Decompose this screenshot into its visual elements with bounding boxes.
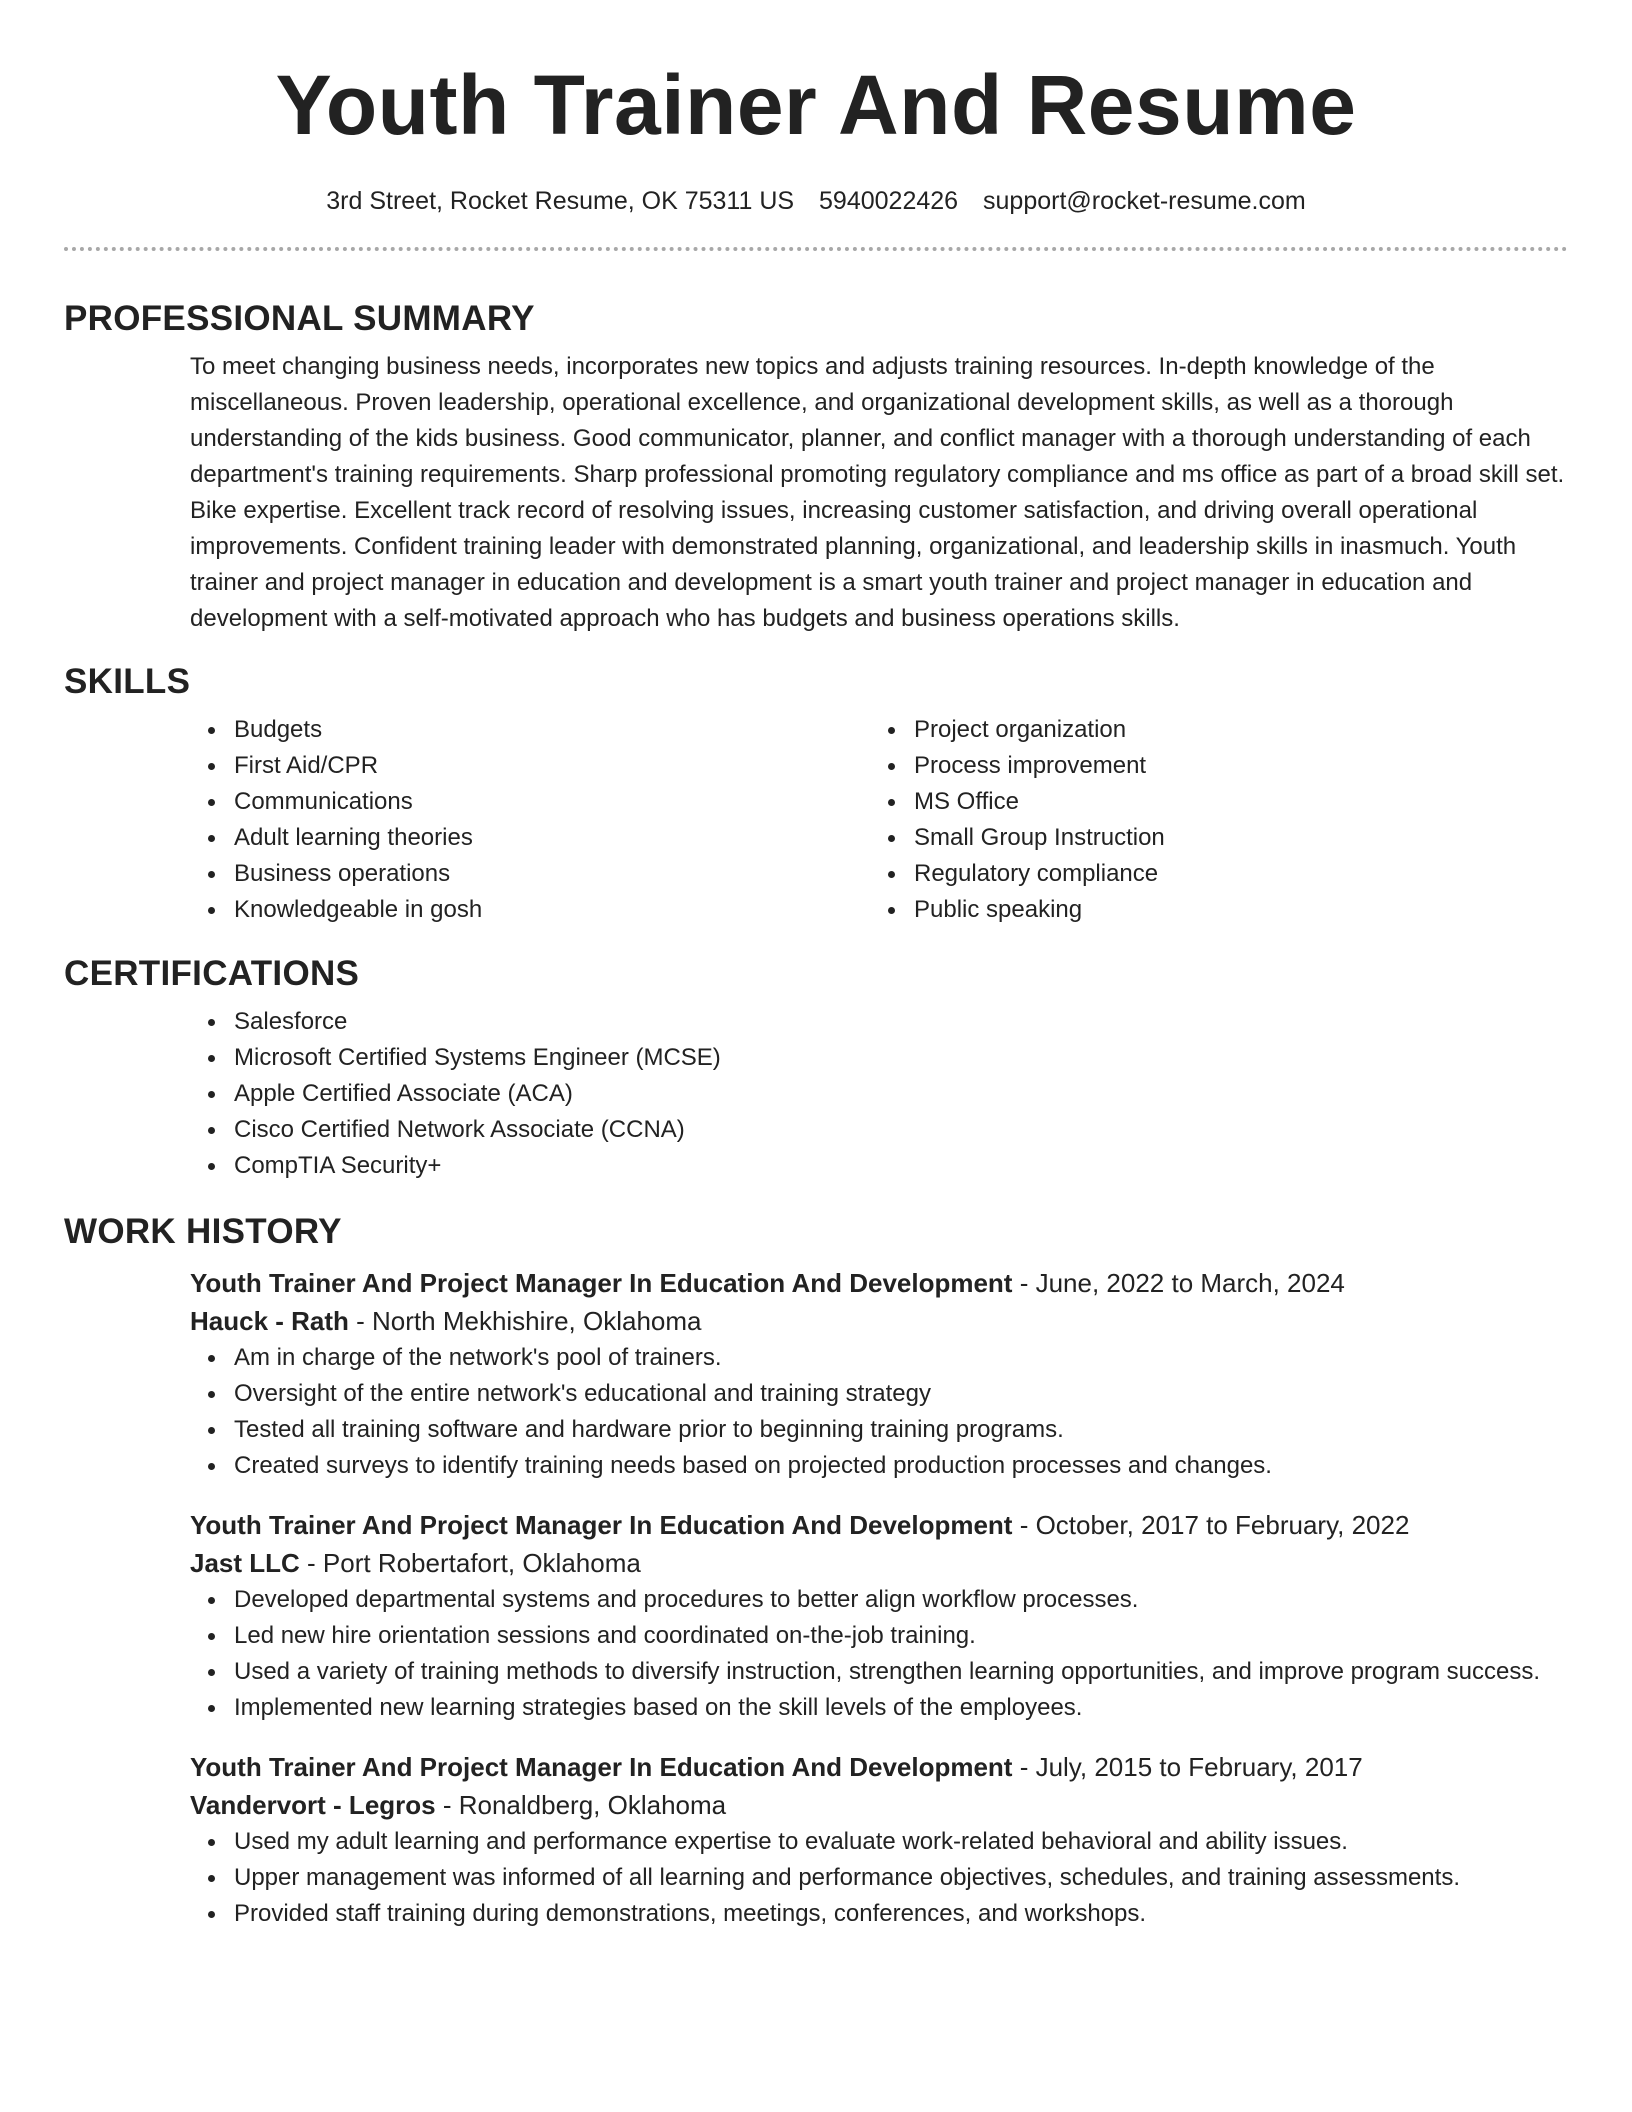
- contact-phone: 5940022426: [819, 187, 959, 215]
- skill-item: MS Office: [914, 784, 1424, 820]
- job-entry: [64, 1264, 1568, 1484]
- certification-item: Microsoft Certified Systems Engineer (MCSE): [234, 1040, 1568, 1076]
- skill-item: Adult learning theories: [234, 820, 744, 856]
- job-company: Hauck - Rath: [190, 1306, 349, 1336]
- job-role: Youth Trainer And Project Manager In Education And Development: [190, 1752, 1013, 1782]
- certification-item: Apple Certified Associate (ACA): [234, 1076, 1568, 1112]
- skills-section: [64, 660, 1568, 928]
- job-dates: - June, 2022 to March, 2024: [1012, 1268, 1345, 1298]
- job-bullet: Oversight of the entire network's educational and training strategy: [234, 1376, 1568, 1412]
- skill-item: Business operations: [234, 856, 744, 892]
- job-company: Vandervort - Legros: [190, 1790, 436, 1820]
- job-bullet: Developed departmental systems and procedures to better align workflow processes.: [234, 1582, 1568, 1618]
- contact-email: support@rocket-resume.com: [983, 187, 1306, 215]
- job-location: - Port Robertafort, Oklahoma: [299, 1548, 641, 1578]
- work-history-section: [64, 1210, 1568, 1932]
- skill-item: Project organization: [914, 712, 1424, 748]
- job-bullets: [64, 1824, 1568, 1932]
- job-bullet: Led new hire orientation sessions and coordinated on-the-job training.: [234, 1618, 1568, 1654]
- job-title-line: [190, 1748, 1568, 1786]
- job-bullets: [64, 1340, 1568, 1484]
- header-divider: [64, 247, 1568, 251]
- work-history-title: WORK HISTORY: [64, 1212, 342, 1251]
- job-bullet: Provided staff training during demonstrations, meetings, conferences, and workshops.: [234, 1896, 1568, 1932]
- job-title-line: [190, 1506, 1568, 1544]
- job-bullet: Upper management was informed of all learning and performance objectives, schedules, and training assessments.: [234, 1860, 1568, 1896]
- certification-item: Cisco Certified Network Associate (CCNA): [234, 1112, 1568, 1148]
- job-company-line: [190, 1544, 1568, 1582]
- job-bullet: Created surveys to identify training needs based on projected production processes and changes.: [234, 1448, 1568, 1484]
- skill-item: Budgets: [234, 712, 744, 748]
- job-role: Youth Trainer And Project Manager In Education And Development: [190, 1510, 1013, 1540]
- certification-item: CompTIA Security+: [234, 1148, 1568, 1184]
- skill-item: Communications: [234, 784, 744, 820]
- skills-right-list: [744, 712, 1424, 928]
- skill-item: Public speaking: [914, 892, 1424, 928]
- job-location: - North Mekhishire, Oklahoma: [348, 1306, 702, 1336]
- job-company-line: [190, 1786, 1568, 1824]
- certifications-section: [64, 952, 1568, 1184]
- job-company-line: [190, 1302, 1568, 1340]
- job-location: - Ronaldberg, Oklahoma: [435, 1790, 727, 1820]
- job-dates: - October, 2017 to February, 2022: [1012, 1510, 1410, 1540]
- job-bullets: [64, 1582, 1568, 1726]
- job-entry: [64, 1748, 1568, 1932]
- job-bullet: Tested all training software and hardware prior to beginning training programs.: [234, 1412, 1568, 1448]
- contact-line: [64, 184, 1568, 218]
- certifications-title: CERTIFICATIONS: [64, 954, 360, 993]
- skills-left-list: [64, 712, 744, 928]
- resume-name: Youth Trainer And Resume: [275, 58, 1357, 152]
- job-bullet: Used my adult learning and performance expertise to evaluate work-related behavioral and ability issues.: [234, 1824, 1568, 1860]
- job-role: Youth Trainer And Project Manager In Education And Development: [190, 1268, 1013, 1298]
- skills-grid: [64, 712, 1568, 928]
- skill-item: Regulatory compliance: [914, 856, 1424, 892]
- skills-title: SKILLS: [64, 662, 191, 701]
- skill-item: Small Group Instruction: [914, 820, 1424, 856]
- skill-item: Process improvement: [914, 748, 1424, 784]
- job-bullet: Used a variety of training methods to diversify instruction, strengthen learning opportunities, and improve program success.: [234, 1654, 1568, 1690]
- skill-item: First Aid/CPR: [234, 748, 744, 784]
- summary-text: To meet changing business needs, incorporates new topics and adjusts training resources. In-depth knowledge of the miscellaneous. Proven leadership, operational excellence, and organizational development skills, as well as a thorough understanding of the kids business. Good communicator, planner, and conflict manager with a thorough understanding of each department's training requirements. Sharp professional promoting regulatory compliance and ms office as part of a broad skill set. Bike expertise. Excellent track record of resolving issues, increasing customer satisfaction, and driving overall operational improvements. Confident training leader with demonstrated planning, organizational, and leadership skills in inasmuch. Youth trainer and project manager in education and development is a smart youth trainer and project manager in education and development with a self-motivated approach who has budgets and business operations skills.: [190, 353, 1565, 632]
- job-title-line: [190, 1264, 1568, 1302]
- job-company: Jast LLC: [190, 1548, 300, 1578]
- job-entry: [64, 1506, 1568, 1726]
- skill-item: Knowledgeable in gosh: [234, 892, 744, 928]
- job-bullet: Am in charge of the network's pool of trainers.: [234, 1340, 1568, 1376]
- summary-section: [64, 297, 1568, 637]
- job-dates: - July, 2015 to February, 2017: [1012, 1752, 1363, 1782]
- job-bullet: Implemented new learning strategies based on the skill levels of the employees.: [234, 1690, 1568, 1726]
- contact-address: 3rd Street, Rocket Resume, OK 75311 US: [326, 187, 795, 215]
- summary-title: PROFESSIONAL SUMMARY: [64, 299, 535, 338]
- resume-page: [64, 0, 1568, 1932]
- certifications-list: [64, 1004, 1568, 1184]
- certification-item: Salesforce: [234, 1004, 1568, 1040]
